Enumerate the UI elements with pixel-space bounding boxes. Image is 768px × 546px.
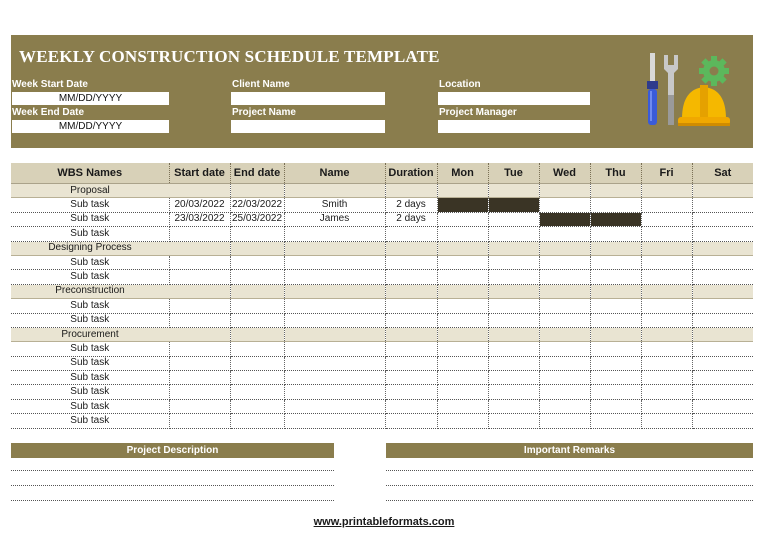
schedule-header-row (11, 163, 753, 184)
col-sat: Sat (692, 163, 753, 184)
assignee-cell[interactable] (284, 313, 385, 327)
end-date-cell[interactable] (230, 313, 284, 327)
day-cell-fri[interactable] (641, 198, 692, 212)
duration-cell[interactable] (385, 270, 437, 284)
task-row (11, 299, 753, 313)
duration-cell[interactable] (385, 399, 437, 413)
day-cell-sat[interactable] (692, 299, 753, 313)
day-cell-tue[interactable] (488, 255, 539, 269)
task-wbs-cell[interactable]: Sub task (11, 313, 169, 327)
task-wbs-cell[interactable]: Sub task (11, 414, 169, 428)
group-cell (230, 241, 284, 255)
duration-cell[interactable] (385, 299, 437, 313)
footer-link[interactable]: www.printableformats.com (313, 516, 455, 528)
day-cell-fri[interactable] (641, 385, 692, 399)
hard-hat-icon (678, 85, 730, 126)
day-cell-tue[interactable] (488, 385, 539, 399)
col-name: Name (284, 163, 385, 184)
task-row (11, 356, 753, 370)
end-date-cell[interactable]: 25/03/2022 (230, 212, 284, 226)
day-cell-fri[interactable] (641, 270, 692, 284)
description-line[interactable] (11, 485, 334, 486)
task-wbs-cell[interactable]: Sub task (11, 399, 169, 413)
week-start-label: Week Start Date (12, 79, 88, 90)
location-field[interactable] (438, 92, 590, 105)
group-name: Procurement (11, 327, 169, 341)
group-row (11, 241, 753, 255)
group-cell (488, 241, 539, 255)
day-cell-fri[interactable] (641, 227, 692, 241)
day-cell-tue[interactable] (488, 356, 539, 370)
day-cell-sat[interactable] (692, 414, 753, 428)
assignee-cell[interactable]: James (284, 212, 385, 226)
day-cell-mon[interactable] (437, 399, 488, 413)
day-cell-wed[interactable] (539, 385, 590, 399)
assignee-cell[interactable] (284, 227, 385, 241)
end-date-cell[interactable] (230, 299, 284, 313)
group-cell (488, 284, 539, 298)
group-cell (230, 327, 284, 341)
duration-cell[interactable] (385, 414, 437, 428)
group-cell (641, 327, 692, 341)
end-date-cell[interactable] (230, 371, 284, 385)
duration-cell[interactable] (385, 342, 437, 356)
group-cell (539, 284, 590, 298)
page-title: WEEKLY CONSTRUCTION SCHEDULE TEMPLATE (19, 47, 440, 66)
day-cell-thu[interactable] (590, 255, 641, 269)
day-cell-wed[interactable] (539, 313, 590, 327)
day-cell-thu[interactable] (590, 198, 641, 212)
day-cell-fri[interactable] (641, 255, 692, 269)
day-cell-fri[interactable] (641, 414, 692, 428)
day-cell-tue[interactable] (488, 399, 539, 413)
day-cell-fri[interactable] (641, 342, 692, 356)
start-date-cell[interactable] (169, 371, 230, 385)
task-row (11, 270, 753, 284)
client-name-label: Client Name (232, 79, 290, 90)
day-cell-mon[interactable] (437, 356, 488, 370)
group-cell (385, 327, 437, 341)
group-cell (230, 284, 284, 298)
group-cell (437, 184, 488, 198)
task-wbs-cell[interactable]: Sub task (11, 371, 169, 385)
day-cell-tue[interactable] (488, 342, 539, 356)
assignee-cell[interactable] (284, 342, 385, 356)
task-row (11, 399, 753, 413)
group-cell (539, 241, 590, 255)
schedule-body (11, 184, 753, 429)
day-cell-mon[interactable] (437, 255, 488, 269)
day-cell-fri[interactable] (641, 299, 692, 313)
tools-illustration (644, 51, 734, 133)
group-cell (488, 327, 539, 341)
group-cell (169, 284, 230, 298)
group-cell (437, 241, 488, 255)
day-cell-mon[interactable] (437, 212, 488, 226)
start-date-cell[interactable]: 20/03/2022 (169, 198, 230, 212)
day-cell-sat[interactable] (692, 198, 753, 212)
group-cell (169, 241, 230, 255)
gantt-bar-mon[interactable] (437, 198, 488, 212)
end-date-cell[interactable] (230, 414, 284, 428)
day-cell-wed[interactable] (539, 414, 590, 428)
end-date-cell[interactable] (230, 342, 284, 356)
task-wbs-cell[interactable]: Sub task (11, 255, 169, 269)
day-cell-fri[interactable] (641, 371, 692, 385)
group-cell (590, 284, 641, 298)
day-cell-thu[interactable] (590, 356, 641, 370)
end-date-cell[interactable]: 22/03/2022 (230, 198, 284, 212)
assignee-cell[interactable] (284, 270, 385, 284)
group-cell (641, 241, 692, 255)
project-manager-label: Project Manager (439, 107, 517, 118)
col-wbs-names: WBS Names (11, 163, 169, 184)
col-wed: Wed (539, 163, 590, 184)
group-cell (692, 184, 753, 198)
col-end-date: End date (230, 163, 284, 184)
gantt-bar-tue[interactable] (488, 198, 539, 212)
start-date-cell[interactable] (169, 399, 230, 413)
header-banner (11, 35, 753, 148)
day-cell-thu[interactable] (590, 385, 641, 399)
start-date-cell[interactable] (169, 270, 230, 284)
task-row (11, 371, 753, 385)
group-cell (437, 284, 488, 298)
day-cell-tue[interactable] (488, 212, 539, 226)
project-manager-field[interactable] (438, 120, 590, 133)
task-wbs-cell[interactable]: Sub task (11, 227, 169, 241)
duration-cell[interactable]: 2 days (385, 212, 437, 226)
day-cell-mon[interactable] (437, 227, 488, 241)
assignee-cell[interactable] (284, 371, 385, 385)
end-date-cell[interactable] (230, 227, 284, 241)
group-cell (590, 327, 641, 341)
duration-cell[interactable]: 2 days (385, 198, 437, 212)
day-cell-fri[interactable] (641, 356, 692, 370)
group-name: Designing Process (11, 241, 169, 255)
remarks-line[interactable] (386, 470, 753, 471)
client-name-field[interactable] (231, 92, 385, 105)
duration-cell[interactable] (385, 227, 437, 241)
day-cell-thu[interactable] (590, 399, 641, 413)
duration-cell[interactable] (385, 255, 437, 269)
day-cell-mon[interactable] (437, 414, 488, 428)
day-cell-thu[interactable] (590, 414, 641, 428)
day-cell-thu[interactable] (590, 313, 641, 327)
group-name: Preconstruction (11, 284, 169, 298)
gantt-bar-thu[interactable] (590, 212, 641, 226)
week-end-field[interactable]: MM/DD/YYYY (12, 120, 169, 133)
end-date-cell[interactable] (230, 270, 284, 284)
day-cell-sat[interactable] (692, 385, 753, 399)
start-date-cell[interactable] (169, 414, 230, 428)
day-cell-wed[interactable] (539, 371, 590, 385)
day-cell-thu[interactable] (590, 371, 641, 385)
screwdriver-icon (647, 53, 658, 125)
day-cell-sat[interactable] (692, 227, 753, 241)
project-name-field[interactable] (231, 120, 385, 133)
start-date-cell[interactable] (169, 342, 230, 356)
day-cell-thu[interactable] (590, 342, 641, 356)
task-row (11, 255, 753, 269)
col-mon: Mon (437, 163, 488, 184)
group-cell (284, 241, 385, 255)
group-cell (284, 327, 385, 341)
group-cell (385, 284, 437, 298)
assignee-cell[interactable] (284, 356, 385, 370)
assignee-cell[interactable] (284, 299, 385, 313)
remarks-line[interactable] (386, 500, 753, 501)
duration-cell[interactable] (385, 356, 437, 370)
group-cell (539, 327, 590, 341)
day-cell-wed[interactable] (539, 299, 590, 313)
task-wbs-cell[interactable]: Sub task (11, 198, 169, 212)
end-date-cell[interactable] (230, 385, 284, 399)
day-cell-sat[interactable] (692, 212, 753, 226)
group-cell (692, 241, 753, 255)
end-date-cell[interactable] (230, 399, 284, 413)
day-cell-mon[interactable] (437, 371, 488, 385)
day-cell-wed[interactable] (539, 342, 590, 356)
important-remarks-header: Important Remarks (386, 443, 753, 458)
day-cell-thu[interactable] (590, 270, 641, 284)
task-wbs-cell[interactable]: Sub task (11, 385, 169, 399)
task-wbs-cell[interactable]: Sub task (11, 212, 169, 226)
day-cell-tue[interactable] (488, 414, 539, 428)
day-cell-sat[interactable] (692, 313, 753, 327)
end-date-cell[interactable] (230, 356, 284, 370)
description-line[interactable] (11, 500, 334, 501)
day-cell-tue[interactable] (488, 313, 539, 327)
assignee-cell[interactable] (284, 399, 385, 413)
day-cell-sat[interactable] (692, 371, 753, 385)
assignee-cell[interactable] (284, 414, 385, 428)
day-cell-wed[interactable] (539, 227, 590, 241)
wrench-icon (664, 55, 678, 125)
group-row (11, 184, 753, 198)
group-cell (488, 184, 539, 198)
group-row (11, 327, 753, 341)
col-duration: Duration (385, 163, 437, 184)
group-cell (641, 184, 692, 198)
task-row (11, 414, 753, 428)
group-cell (169, 184, 230, 198)
group-name: Proposal (11, 184, 169, 198)
group-cell (692, 284, 753, 298)
group-cell (641, 284, 692, 298)
day-cell-mon[interactable] (437, 385, 488, 399)
day-cell-tue[interactable] (488, 270, 539, 284)
day-cell-fri[interactable] (641, 313, 692, 327)
group-cell (590, 184, 641, 198)
day-cell-wed[interactable] (539, 270, 590, 284)
day-cell-sat[interactable] (692, 270, 753, 284)
task-wbs-cell[interactable]: Sub task (11, 356, 169, 370)
day-cell-wed[interactable] (539, 255, 590, 269)
remarks-line[interactable] (386, 485, 753, 486)
col-tue: Tue (488, 163, 539, 184)
week-end-label: Week End Date (12, 107, 85, 118)
start-date-cell[interactable] (169, 299, 230, 313)
task-wbs-cell[interactable]: Sub task (11, 270, 169, 284)
task-row (11, 385, 753, 399)
description-line[interactable] (11, 470, 334, 471)
task-row (11, 313, 753, 327)
day-cell-mon[interactable] (437, 342, 488, 356)
group-cell (692, 327, 753, 341)
start-date-cell[interactable] (169, 313, 230, 327)
day-cell-sat[interactable] (692, 356, 753, 370)
task-row (11, 342, 753, 356)
assignee-cell[interactable]: Smith (284, 198, 385, 212)
group-row (11, 284, 753, 298)
end-date-cell[interactable] (230, 255, 284, 269)
day-cell-thu[interactable] (590, 299, 641, 313)
day-cell-mon[interactable] (437, 270, 488, 284)
task-row (11, 212, 753, 226)
task-wbs-cell[interactable]: Sub task (11, 342, 169, 356)
task-row (11, 227, 753, 241)
start-date-cell[interactable] (169, 227, 230, 241)
col-thu: Thu (590, 163, 641, 184)
day-cell-wed[interactable] (539, 356, 590, 370)
week-start-field[interactable]: MM/DD/YYYY (12, 92, 169, 105)
group-cell (284, 284, 385, 298)
day-cell-wed[interactable] (539, 399, 590, 413)
start-date-cell[interactable] (169, 385, 230, 399)
day-cell-mon[interactable] (437, 299, 488, 313)
day-cell-fri[interactable] (641, 399, 692, 413)
start-date-cell[interactable] (169, 255, 230, 269)
assignee-cell[interactable] (284, 255, 385, 269)
day-cell-tue[interactable] (488, 299, 539, 313)
day-cell-fri[interactable] (641, 212, 692, 226)
col-fri: Fri (641, 163, 692, 184)
day-cell-sat[interactable] (692, 342, 753, 356)
task-wbs-cell[interactable]: Sub task (11, 299, 169, 313)
col-start-date: Start date (169, 163, 230, 184)
day-cell-thu[interactable] (590, 227, 641, 241)
group-cell (284, 184, 385, 198)
day-cell-tue[interactable] (488, 227, 539, 241)
location-label: Location (439, 79, 481, 90)
group-cell (590, 241, 641, 255)
schedule-table (11, 163, 753, 429)
day-cell-wed[interactable] (539, 198, 590, 212)
day-cell-sat[interactable] (692, 399, 753, 413)
group-cell (169, 327, 230, 341)
duration-cell[interactable] (385, 313, 437, 327)
start-date-cell[interactable] (169, 356, 230, 370)
group-cell (539, 184, 590, 198)
group-cell (385, 241, 437, 255)
project-description-header: Project Description (11, 443, 334, 458)
day-cell-mon[interactable] (437, 313, 488, 327)
task-row (11, 198, 753, 212)
assignee-cell[interactable] (284, 385, 385, 399)
gantt-bar-wed[interactable] (539, 212, 590, 226)
project-name-label: Project Name (232, 107, 296, 118)
group-cell (437, 327, 488, 341)
start-date-cell[interactable]: 23/03/2022 (169, 212, 230, 226)
day-cell-tue[interactable] (488, 371, 539, 385)
duration-cell[interactable] (385, 385, 437, 399)
gear-icon (699, 56, 729, 86)
day-cell-sat[interactable] (692, 255, 753, 269)
group-cell (385, 184, 437, 198)
group-cell (230, 184, 284, 198)
duration-cell[interactable] (385, 371, 437, 385)
